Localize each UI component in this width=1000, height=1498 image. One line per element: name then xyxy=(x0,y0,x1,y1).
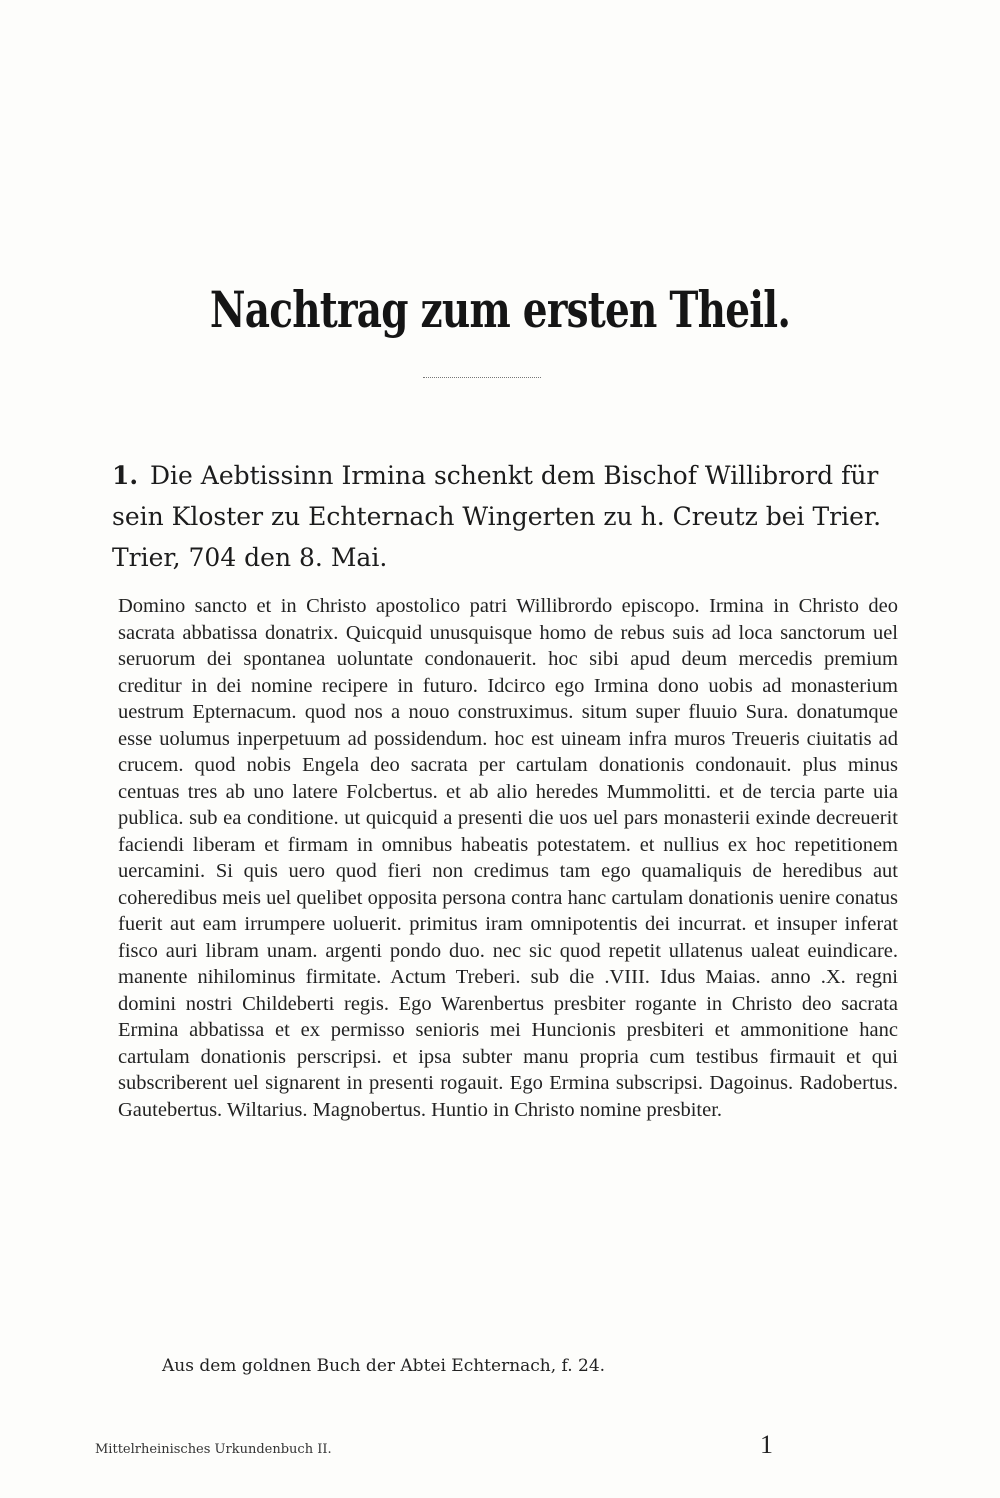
source-citation: Aus dem goldnen Buch der Abtei Echternach, f. 24. xyxy=(162,1356,606,1376)
heading-number: 1. xyxy=(112,461,139,490)
page-number: 1 xyxy=(760,1430,773,1459)
page-title: Nachtrag zum ersten Theil. xyxy=(209,280,791,339)
heading-text: Die Aebtissinn Irmina schenkt dem Bischof Willibrord für sein Kloster zu Echternach Wingerten zu h. Creutz bei Trier. Trier, 704 den 8. Mai. xyxy=(112,461,882,572)
title-divider xyxy=(423,377,541,378)
charter-text: Domino sancto et in Christo apostolico patri Willibrordo episcopo. Irmina in Christo deo sacrata abbatissa donatrix. Quicquid unusquisque homo de rebus suis ad loca sanctorum uel seruorum dei spontanea uoluntate condonauerit. hoc sibi apud deum mercedis premium creditur in dei nomine recipere in futuro. Idcirco ego Irmina dono uobis ad monasterium uestrum Epternacum. quod nos a nouo construximus. situm super fluuio Sura. donatumque esse uolumus inperpetuum ad possidendum. hoc est uineam infra muros Treueris ciuitatis ad crucem. quod nobis Engela deo sacrata per cartulam donationis condonauit. plus minus centuas tres ab uno latere Folcbertus. et ab alio heredes Mummolitti. et de tercia parte uia publica. sub ea conditione. ut quicquid a presenti die uos uel pars monasterii exinde decreuerit faciendi liberam et firmam in omnibus habeatis potestatem. et nullius ex hoc repetitionem uercamini. Si quis uero quod fieri non credimus tam ego quamaliquis de heredibus aut coheredibus meis uel quelibet opposita persona contra hanc cartulam donationis uenire conatus fuerit aut eam irrumpere uoluerit. primitus iram omnipotentis dei incurrat. et insuper inferat fisco auri libram unam. argenti pondo duo. nec sic quod repetit ullatenus ualeat euindicare. manente nihilominus firmitate. Actum Treberi. sub die .VIII. Idus Maias. anno .X. regni domini nostri Childeberti regis. Ego Warenbertus presbiter rogante in Christo deo sacrata Ermina abbatissa et ex permisso senioris mei Huncionis presbiteri et ammonitione hanc cartulam donationis perscripsi. et ipsa subter manu propria cum testibus firmauit et qui subscriberent uel signarent in presenti rogauit. Ego Ermina subscripsi. Dagoinus. Radobertus. Gautebertus. Wiltarius. Magnobertus. Huntio in Christo nomine presbiter. xyxy=(118,595,898,1121)
footer-book-title: Mittelrheinisches Urkundenbuch II. xyxy=(95,1442,332,1457)
document-heading xyxy=(112,455,882,578)
